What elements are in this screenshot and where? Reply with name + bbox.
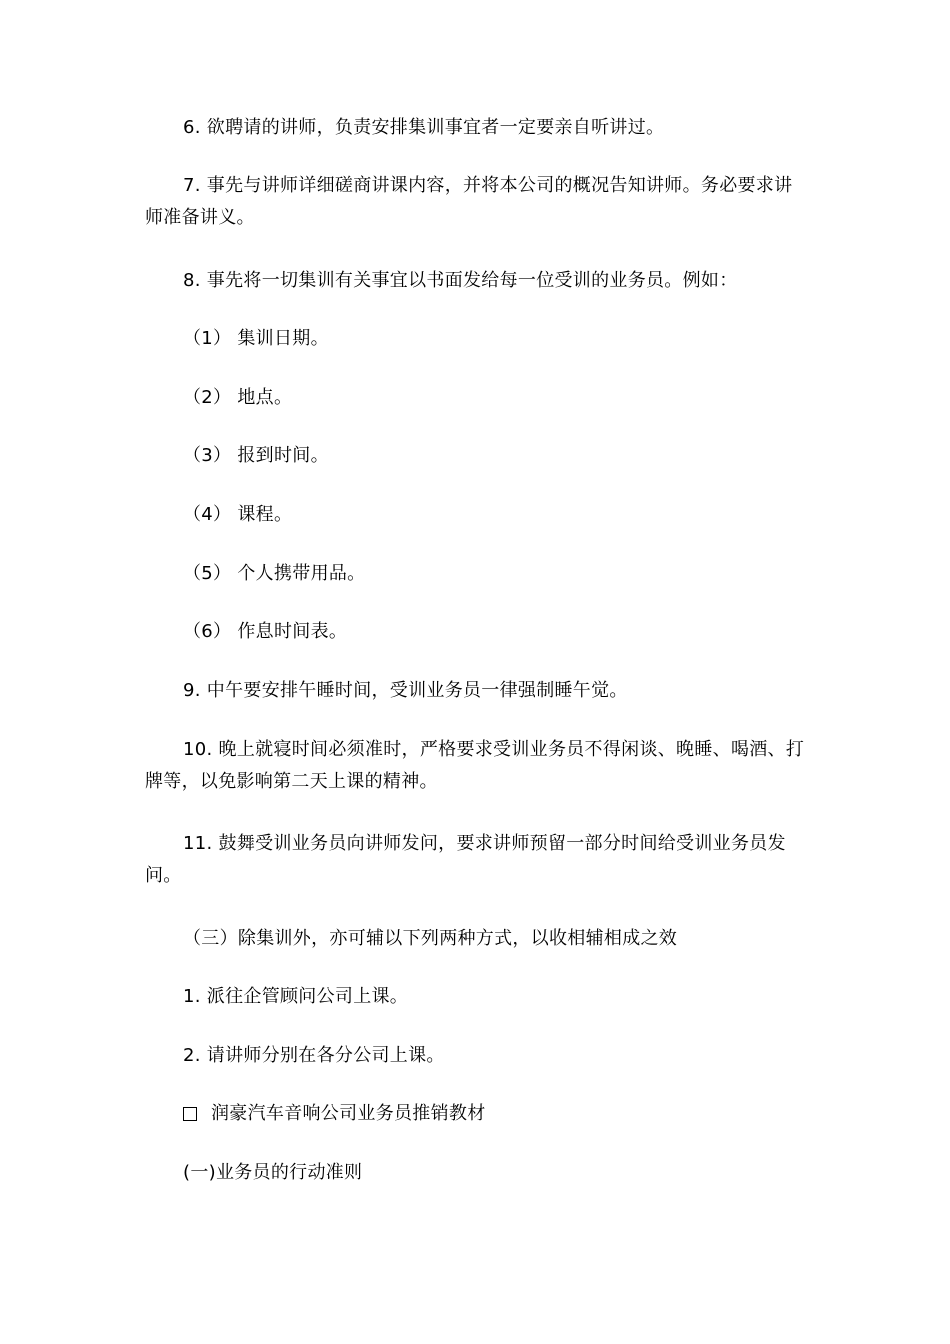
- paragraph-item-10: 10. 晚上就寝时间必须准时，严格要求受训业务员不得闲谈、晚睡、喝酒、打牌等，以免影响第二天上课的精神。: [145, 739, 805, 792]
- sub-item-4: （4） 课程。: [183, 504, 293, 525]
- section-one-heading: (一)业务员的行动准则: [183, 1162, 363, 1183]
- textbook-heading: [183, 1098, 486, 1130]
- section-three-heading: （三）除集训外，亦可辅以下列两种方式，以收相辅相成之效: [183, 928, 678, 949]
- sub-item-6: （6） 作息时间表。: [183, 621, 348, 642]
- paragraph-item-6: 6. 欲聘请的讲师，负责安排集训事宜者一定要亲自听讲过。: [183, 117, 665, 138]
- sub-item-5: （5） 个人携带用品。: [183, 563, 366, 584]
- textbook-heading-label: 润豪汽车音响公司业务员推销教材: [211, 1103, 486, 1124]
- checkbox-icon: [183, 1107, 197, 1121]
- sub-item-1: （1） 集训日期。: [183, 328, 329, 349]
- paragraph-item-8: 8. 事先将一切集训有关事宜以书面发给每一位受训的业务员。例如：: [183, 270, 738, 291]
- method-item-1: 1. 派往企管顾问公司上课。: [183, 986, 409, 1007]
- method-item-2: 2. 请讲师分别在各分公司上课。: [183, 1045, 445, 1066]
- paragraph-item-11: 11. 鼓舞受训业务员向讲师发问，要求讲师预留一部分时间给受训业务员发问。: [145, 833, 786, 886]
- paragraph-item-7: 7. 事先与讲师详细磋商讲课内容，并将本公司的概况告知讲师。务必要求讲师准备讲义。: [145, 175, 793, 228]
- sub-item-3: （3） 报到时间。: [183, 445, 329, 466]
- paragraph-item-9: 9. 中午要安排午睡时间，受训业务员一律强制睡午觉。: [183, 680, 628, 701]
- sub-item-2: （2） 地点。: [183, 387, 293, 408]
